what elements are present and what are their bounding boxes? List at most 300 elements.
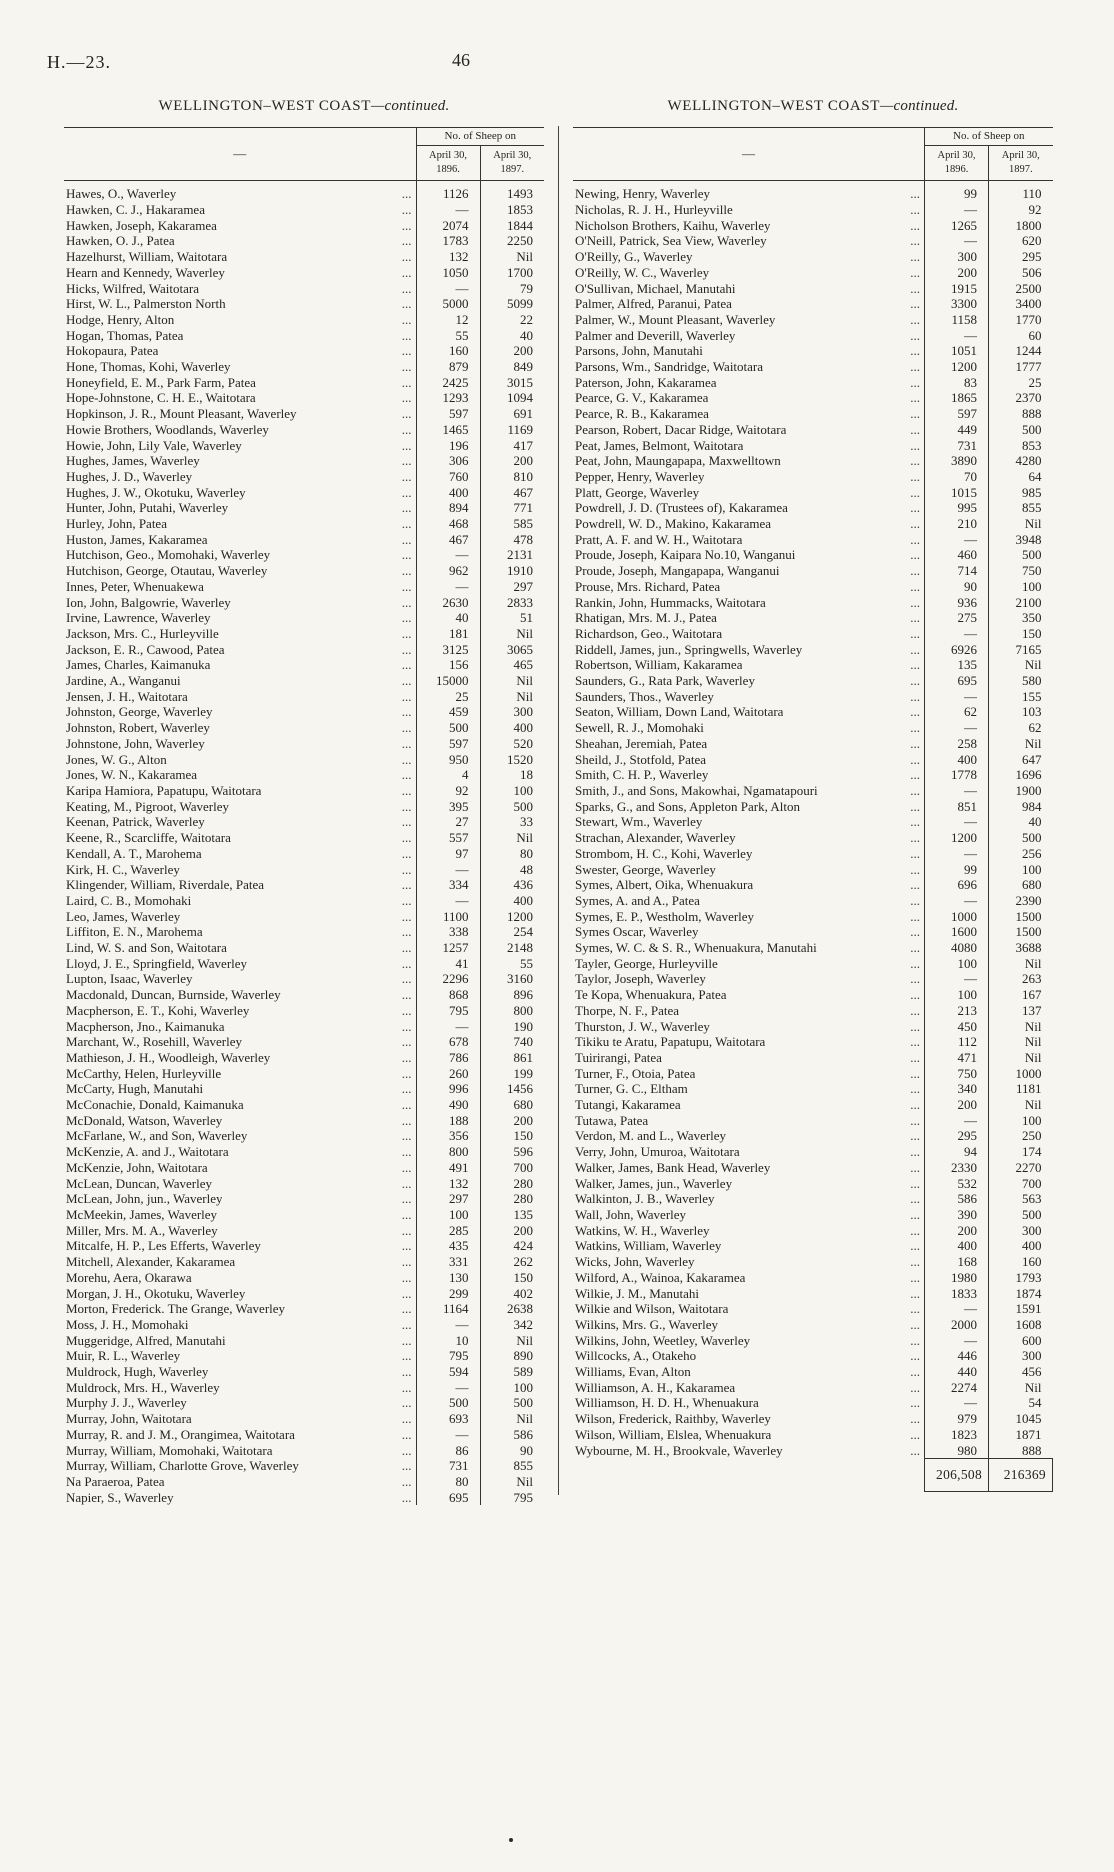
table-row	[64, 752, 544, 768]
table-row	[64, 469, 544, 485]
dot-leader: ...	[401, 578, 412, 594]
sheep-count-1897: 888	[989, 406, 1053, 422]
owner-name: McKenzie, A. and J., Waitotara ...	[64, 1144, 416, 1160]
sheep-count-1896: 868	[416, 987, 480, 1003]
dot-leader: ...	[401, 877, 412, 893]
dot-leader: ...	[401, 1379, 412, 1395]
owner-name: Pepper, Henry, Waverley ...	[573, 469, 925, 485]
owner-name: Pearson, Robert, Dacar Ridge, Waitotara ...	[573, 422, 925, 438]
sheep-count-1897: 7165	[989, 642, 1053, 658]
sheep-count-1897: 985	[989, 485, 1053, 501]
dot-leader: ...	[910, 374, 920, 390]
table-row	[573, 233, 1053, 249]
owner-name: Leo, James, Waverley ...	[64, 909, 416, 925]
sheep-count-1896: 597	[925, 406, 989, 422]
dot-leader: ...	[401, 1332, 412, 1348]
dot-leader: ...	[401, 1097, 412, 1113]
sheep-count-1896: 980	[925, 1443, 989, 1459]
sheep-count-1897: 64	[989, 469, 1053, 485]
sheep-count-1896: 295	[925, 1128, 989, 1144]
sheep-count-1896: 4	[416, 767, 480, 783]
table-row	[64, 1301, 544, 1317]
table-row	[64, 1176, 544, 1192]
sheep-count-1897: 100	[989, 579, 1053, 595]
table-row	[64, 1317, 544, 1333]
owner-name: Hawken, O. J., Patea ...	[64, 233, 416, 249]
sheep-count-1897: 3160	[480, 971, 544, 987]
sheep-count-1897: 2370	[989, 390, 1053, 406]
table-row	[573, 1348, 1053, 1364]
dot-leader: ...	[401, 1002, 412, 1018]
table-row	[573, 1411, 1053, 1427]
owner-name: Mathieson, J. H., Woodleigh, Waverley ...	[64, 1050, 416, 1066]
table-row	[64, 877, 544, 893]
owner-name: Strombom, H. C., Kohi, Waverley ...	[573, 846, 925, 862]
table-row	[573, 375, 1053, 391]
sheep-count-1897: 417	[480, 438, 544, 454]
dot-leader: ...	[910, 1002, 920, 1018]
owner-name: Irvine, Lawrence, Waverley ...	[64, 610, 416, 626]
dot-leader: ...	[910, 767, 920, 783]
sheep-count-1897: 100	[989, 1113, 1053, 1129]
sheep-count-1897: 647	[989, 752, 1053, 768]
sheep-count-1896: 1200	[925, 830, 989, 846]
sheep-count-1897: 48	[480, 862, 544, 878]
sheep-count-1896: 1050	[416, 265, 480, 281]
sheep-count-1897: Nil	[989, 1034, 1053, 1050]
table-row	[64, 1191, 544, 1207]
dot-leader: ...	[401, 390, 412, 406]
dot-leader: ...	[401, 264, 412, 280]
dot-leader: ...	[401, 830, 412, 846]
dot-leader: ...	[910, 327, 920, 343]
owner-name: Wilson, Frederick, Raithby, Waverley ...	[573, 1411, 925, 1427]
dot-leader: ...	[910, 971, 920, 987]
dot-leader: ...	[401, 1348, 412, 1364]
owner-name: Napier, S., Waverley ...	[64, 1490, 416, 1506]
sheep-count-1896: 996	[416, 1081, 480, 1097]
table-row	[64, 233, 544, 249]
dot-leader: ...	[401, 1269, 412, 1285]
table-row	[573, 814, 1053, 830]
sheep-count-1897: 580	[989, 673, 1053, 689]
sheep-count-1896: 1100	[416, 909, 480, 925]
dot-leader: ...	[910, 688, 920, 704]
district-title: WELLINGTON–WEST COAST	[667, 98, 880, 114]
table-row	[573, 1113, 1053, 1129]
sheep-count-1896: 92	[416, 783, 480, 799]
owner-name: Sheild, J., Stotfold, Patea ...	[573, 752, 925, 768]
sheep-count-1896: 132	[416, 1176, 480, 1192]
sheep-count-1896: 936	[925, 595, 989, 611]
sheep-count-1897: 890	[480, 1348, 544, 1364]
dot-leader: ...	[910, 217, 920, 233]
owner-name: Palmer, Alfred, Paranui, Patea ...	[573, 296, 925, 312]
sheep-count-1896: 62	[925, 704, 989, 720]
table-row	[64, 1160, 544, 1176]
owner-column-header: —	[573, 128, 925, 181]
sheep-count-1896: —	[416, 579, 480, 595]
dot-leader: ...	[910, 1159, 920, 1175]
dot-leader: ...	[910, 1316, 920, 1332]
owner-name: Johnston, George, Waverley ...	[64, 704, 416, 720]
dot-leader: ...	[910, 594, 920, 610]
sheep-count-1896: 400	[416, 485, 480, 501]
table-row	[64, 296, 544, 312]
sheep-count-1896: 400	[925, 752, 989, 768]
sheep-count-1897: 1608	[989, 1317, 1053, 1333]
owner-name: McCarthy, Helen, Hurleyville ...	[64, 1066, 416, 1082]
table-row	[573, 181, 1053, 202]
table-row	[64, 971, 544, 987]
dot-leader: ...	[401, 1112, 412, 1128]
table-row	[64, 516, 544, 532]
table-row	[64, 181, 544, 202]
table-row	[573, 752, 1053, 768]
totals-spacer	[573, 1459, 925, 1492]
sheep-count-1897: Nil	[989, 1380, 1053, 1396]
sheep-count-1896: 786	[416, 1050, 480, 1066]
dot-leader: ...	[401, 516, 412, 532]
dot-leader: ...	[910, 516, 920, 532]
owner-name: Honeyfield, E. M., Park Farm, Patea ...	[64, 375, 416, 391]
sheep-count-1897: Nil	[989, 956, 1053, 972]
sheep-count-1896: 400	[925, 1238, 989, 1254]
sheep-count-1897: Nil	[480, 626, 544, 642]
table-row	[64, 893, 544, 909]
table-row	[573, 1176, 1053, 1192]
owner-name: Palmer and Deverill, Waverley ...	[573, 328, 925, 344]
owner-name: Howie Brothers, Woodlands, Waverley ...	[64, 422, 416, 438]
owner-column-header: —	[64, 128, 416, 181]
dot-leader: ...	[910, 563, 920, 579]
sheep-count-1897: 295	[989, 249, 1053, 265]
dot-leader: ...	[910, 1097, 920, 1113]
sheep-count-1896: 491	[416, 1160, 480, 1176]
sheep-count-1897: 200	[480, 1223, 544, 1239]
sheep-count-1897: 402	[480, 1286, 544, 1302]
sheep-count-1897: 137	[989, 1003, 1053, 1019]
sheep-count-1897: 51	[480, 610, 544, 626]
table-row	[64, 736, 544, 752]
sheep-count-1897: 520	[480, 736, 544, 752]
table-row	[573, 547, 1053, 563]
sheep-count-1897: 853	[989, 438, 1053, 454]
owner-name: McLean, John, jun., Waverley ...	[64, 1191, 416, 1207]
table-row	[64, 940, 544, 956]
dot-leader: ...	[401, 1458, 412, 1474]
sheep-count-1897: 2500	[989, 281, 1053, 297]
sheep-count-1897: 589	[480, 1364, 544, 1380]
table-row	[573, 1270, 1053, 1286]
table-row	[573, 312, 1053, 328]
page-number: 46	[452, 50, 470, 70]
sheep-count-1896: 135	[925, 657, 989, 673]
dot-leader: ...	[401, 861, 412, 877]
sheep-count-1896: 1257	[416, 940, 480, 956]
dot-leader: ...	[401, 1473, 412, 1489]
column-divider-rule	[558, 126, 559, 1495]
sheep-count-1896: 213	[925, 1003, 989, 1019]
sheep-count-1896: 1265	[925, 218, 989, 234]
owner-name: McKenzie, John, Waitotara ...	[64, 1160, 416, 1176]
owner-name: Pratt, A. F. and W. H., Waitotara ...	[573, 532, 925, 548]
sheep-count-1897: 500	[989, 830, 1053, 846]
sheep-count-1897: 1696	[989, 767, 1053, 783]
sheep-count-1896: 100	[416, 1207, 480, 1223]
table-row	[573, 1380, 1053, 1396]
sheep-count-1896: 1778	[925, 767, 989, 783]
dot-leader: ...	[910, 484, 920, 500]
table-row	[64, 563, 544, 579]
sheep-count-1896: 12	[416, 312, 480, 328]
sheep-count-group-header: No. of Sheep on	[925, 128, 1053, 146]
sheep-count-1897: 1520	[480, 752, 544, 768]
sheep-count-1897: 500	[989, 1207, 1053, 1223]
sheep-count-1896: 275	[925, 610, 989, 626]
dot-leader: ...	[401, 484, 412, 500]
table-row	[573, 1050, 1053, 1066]
owner-name: Mitcalfe, H. P., Les Efferts, Waverley ...	[64, 1238, 416, 1254]
sheep-count-1896: 490	[416, 1097, 480, 1113]
sheep-count-1896: 181	[416, 626, 480, 642]
sheep-count-1896: 586	[925, 1191, 989, 1207]
sheep-count-1897: 160	[989, 1254, 1053, 1270]
sheep-count-1896: 557	[416, 830, 480, 846]
dot-leader: ...	[401, 987, 412, 1003]
dot-leader: ...	[910, 1269, 920, 1285]
dot-leader: ...	[401, 1175, 412, 1191]
table-row	[64, 689, 544, 705]
sheep-count-1897: 200	[480, 453, 544, 469]
owner-name: Hughes, J. W., Okotuku, Waverley ...	[64, 485, 416, 501]
table-row	[573, 359, 1053, 375]
table-row	[64, 1458, 544, 1474]
sheep-count-1896: —	[925, 814, 989, 830]
owner-name: Hunter, John, Putahi, Waverley ...	[64, 500, 416, 516]
table-row	[64, 924, 544, 940]
dot-leader: ...	[401, 437, 412, 453]
dot-leader: ...	[401, 610, 412, 626]
table-row	[573, 218, 1053, 234]
table-row	[573, 956, 1053, 972]
sheep-count-1896: 25	[416, 689, 480, 705]
sheep-count-1897: 2638	[480, 1301, 544, 1317]
table-row	[64, 375, 544, 391]
sheep-count-1896: 695	[925, 673, 989, 689]
sheep-count-1897: 563	[989, 1191, 1053, 1207]
table-row	[573, 783, 1053, 799]
owner-name: Wilford, A., Wainoa, Kakaramea ...	[573, 1270, 925, 1286]
sheep-count-1896: 70	[925, 469, 989, 485]
district-title: WELLINGTON–WEST COAST	[158, 98, 371, 114]
table-row	[64, 1238, 544, 1254]
sheep-count-1897: 1770	[989, 312, 1053, 328]
sheep-count-1897: 1181	[989, 1081, 1053, 1097]
dot-leader: ...	[401, 751, 412, 767]
owner-name: Walker, James, Bank Head, Waverley ...	[573, 1160, 925, 1176]
owner-name: Parsons, Wm., Sandridge, Waitotara ...	[573, 359, 925, 375]
sheep-count-1897: 342	[480, 1317, 544, 1333]
dot-leader: ...	[910, 814, 920, 830]
dot-leader: ...	[401, 1285, 412, 1301]
sheep-count-1897: Nil	[989, 736, 1053, 752]
table-row	[64, 987, 544, 1003]
sheep-count-1897: 1777	[989, 359, 1053, 375]
dot-leader: ...	[910, 1301, 920, 1317]
table-row	[573, 1427, 1053, 1443]
dot-leader: ...	[401, 720, 412, 736]
table-row	[573, 1286, 1053, 1302]
right-column	[573, 96, 1053, 1505]
sheep-count-1896: 94	[925, 1144, 989, 1160]
sheep-count-group-header: No. of Sheep on	[416, 128, 544, 146]
owner-name: Murray, William, Momohaki, Waitotara ...	[64, 1443, 416, 1459]
sheep-count-1896: —	[925, 1301, 989, 1317]
sheep-count-1897: 110	[989, 181, 1053, 202]
sheep-count-1896: 188	[416, 1113, 480, 1129]
dot-leader: ...	[910, 798, 920, 814]
dot-leader: ...	[401, 421, 412, 437]
sheep-count-1896: 800	[416, 1144, 480, 1160]
owner-name: Taylor, Joseph, Waverley ...	[573, 971, 925, 987]
owner-name: Strachan, Alexander, Waverley ...	[573, 830, 925, 846]
sheep-count-1897: 600	[989, 1333, 1053, 1349]
sheep-count-1896: —	[925, 202, 989, 218]
owner-name: Powdrell, J. D. (Trustees of), Kakaramea ...	[573, 500, 925, 516]
owner-name: Na Paraeroa, Patea ...	[64, 1474, 416, 1490]
owner-name: Hawes, O., Waverley ...	[64, 181, 416, 202]
owner-name: Lloyd, J. E., Springfield, Waverley ...	[64, 956, 416, 972]
owner-name: Stewart, Wm., Waverley ...	[573, 814, 925, 830]
owner-name: Macpherson, E. T., Kohi, Waverley ...	[64, 1003, 416, 1019]
sheep-count-1897: 849	[480, 359, 544, 375]
dot-leader: ...	[910, 201, 920, 217]
continued-label: —continued.	[880, 98, 959, 114]
owner-name: Innes, Peter, Whenuakewa ...	[64, 579, 416, 595]
sheep-count-1896: 696	[925, 877, 989, 893]
sheep-count-1896: 693	[416, 1411, 480, 1427]
owner-name: Lind, W. S. and Son, Waitotara ...	[64, 940, 416, 956]
owner-name: Thurston, J. W., Waverley ...	[573, 1019, 925, 1035]
owner-name: Walkinton, J. B., Waverley ...	[573, 1191, 925, 1207]
sheep-count-1897: 79	[480, 281, 544, 297]
table-row	[573, 1333, 1053, 1349]
sheep-count-1896: 594	[416, 1364, 480, 1380]
sheep-count-1897: 1800	[989, 218, 1053, 234]
dot-leader: ...	[910, 264, 920, 280]
sheep-count-1897: 2390	[989, 893, 1053, 909]
table-row	[64, 595, 544, 611]
sheep-count-1897: Nil	[480, 1411, 544, 1427]
sheep-count-1896: 731	[416, 1458, 480, 1474]
dot-leader: ...	[910, 1112, 920, 1128]
owner-name: Miller, Mrs. M. A., Waverley ...	[64, 1223, 416, 1239]
owner-name: Pearce, G. V., Kakaramea ...	[573, 390, 925, 406]
sheep-count-1897: Nil	[989, 516, 1053, 532]
owner-name: Kendall, A. T., Marohema ...	[64, 846, 416, 862]
owner-name: Jackson, E. R., Cawood, Patea ...	[64, 642, 416, 658]
sheep-count-1897: 1000	[989, 1066, 1053, 1082]
dot-leader: ...	[401, 1426, 412, 1442]
sheep-count-1897: 1200	[480, 909, 544, 925]
column-header-1897: April 30, 1897.	[989, 146, 1053, 181]
table-header	[573, 128, 1053, 181]
sheep-count-1897: 55	[480, 956, 544, 972]
table-row	[573, 1160, 1053, 1176]
sheep-count-1896: —	[416, 202, 480, 218]
dot-leader: ...	[401, 343, 412, 359]
owner-name: Mitchell, Alexander, Kakaramea ...	[64, 1254, 416, 1270]
sheep-count-1896: 731	[925, 438, 989, 454]
sheep-count-1896: 1915	[925, 281, 989, 297]
dot-leader: ...	[910, 359, 920, 375]
owner-name: Jardine, A., Wanganui ...	[64, 673, 416, 689]
table-row	[573, 1238, 1053, 1254]
table-row	[573, 1207, 1053, 1223]
dot-leader: ...	[910, 877, 920, 893]
sheep-count-1896: 285	[416, 1223, 480, 1239]
sheep-count-1896: 3125	[416, 642, 480, 658]
dot-leader: ...	[910, 657, 920, 673]
owner-name: Wybourne, M. H., Brookvale, Waverley ...	[573, 1443, 925, 1459]
owner-name: Morton, Frederick. The Grange, Waverley ...	[64, 1301, 416, 1317]
sheep-count-1896: 532	[925, 1176, 989, 1192]
sheep-count-1897: 424	[480, 1238, 544, 1254]
sheep-count-1896: 2274	[925, 1380, 989, 1396]
table-row	[573, 202, 1053, 218]
dot-leader: ...	[910, 453, 920, 469]
owner-name: Liffiton, E. N., Marohema ...	[64, 924, 416, 940]
sheep-count-1897: 200	[480, 1113, 544, 1129]
sheep-count-1896: 27	[416, 814, 480, 830]
table-row	[64, 642, 544, 658]
dot-leader: ...	[910, 1395, 920, 1411]
dot-leader: ...	[910, 1081, 920, 1097]
sheep-count-1897: 155	[989, 689, 1053, 705]
sheep-count-1897: 478	[480, 532, 544, 548]
sheep-count-1897: 190	[480, 1019, 544, 1035]
sheep-count-1896: 1833	[925, 1286, 989, 1302]
sheep-count-1897: 1094	[480, 390, 544, 406]
sheep-count-1896: 471	[925, 1050, 989, 1066]
dot-leader: ...	[910, 233, 920, 249]
sheep-count-1896: 3300	[925, 296, 989, 312]
dot-leader: ...	[401, 186, 412, 202]
table-row	[573, 516, 1053, 532]
sheep-count-1897: 256	[989, 846, 1053, 862]
dot-leader: ...	[401, 233, 412, 249]
table-row	[64, 547, 544, 563]
table-row	[573, 500, 1053, 516]
owner-name: Jackson, Mrs. C., Hurleyville ...	[64, 626, 416, 642]
owner-name: Palmer, W., Mount Pleasant, Waverley ...	[573, 312, 925, 328]
sheep-count-1896: 168	[925, 1254, 989, 1270]
owner-name: Hawken, C. J., Hakaramea ...	[64, 202, 416, 218]
sheep-count-1896: 435	[416, 1238, 480, 1254]
dot-leader: ...	[910, 955, 920, 971]
table-row	[64, 704, 544, 720]
table-row	[64, 249, 544, 265]
owner-name: Hicks, Wilfred, Waitotara ...	[64, 281, 416, 297]
owner-name: McMeekin, James, Waverley ...	[64, 1207, 416, 1223]
dot-leader: ...	[910, 1049, 920, 1065]
owner-name: Murray, William, Charlotte Grove, Waverley ...	[64, 1458, 416, 1474]
dot-leader: ...	[401, 453, 412, 469]
sheep-count-1897: Nil	[480, 1333, 544, 1349]
sheep-count-1897: 700	[989, 1176, 1053, 1192]
owner-name: Ion, John, Balgowrie, Waverley ...	[64, 595, 416, 611]
